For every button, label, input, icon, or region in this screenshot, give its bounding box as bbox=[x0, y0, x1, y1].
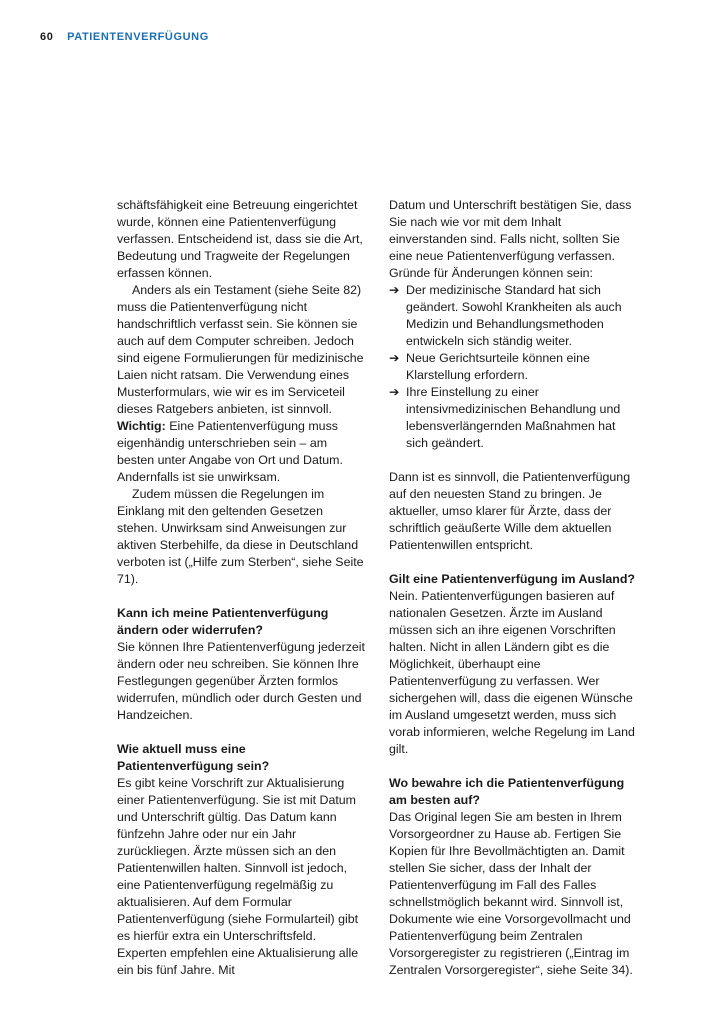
list-item-text: Neue Gerichtsurteile können eine Klarstellung erfordern. bbox=[406, 351, 590, 382]
page-number: 60 bbox=[40, 31, 54, 43]
paragraph: Sie können Ihre Patientenverfügung jederzeit ändern oder neu schreiben. Sie können Ihre Festlegungen gegenüber Ärzten formlos widerrufen, mündlich oder durch Gesten und Handzeichen. bbox=[117, 640, 365, 722]
list-item bbox=[389, 350, 639, 384]
paragraph: schäftsfähigkeit eine Betreuung eingerichtet wurde, können eine Patientenverfügung verfassen. Entscheidend ist, dass sie die Art, Bedeutung und Tragweite der Regelungen erfassen können. bbox=[117, 198, 363, 280]
paragraph: Das Original legen Sie am besten in Ihrem Vorsorgeordner zu Hause ab. Fertigen Sie Kopien für Ihre Bevollmächtigten an. Damit stellen Sie sicher, dass der Inhalt der Patientenverfügung im Fall des Falles schnellstmöglich bekannt wird. Sinnvoll ist, Dokumente wie eine Vorsorgevollmacht und Patientenverfügung beim Zentralen Vorsorgeregister zu registrieren („Eintrag im Zentralen Vorsorgeregister“, siehe Seite 34). bbox=[389, 810, 633, 977]
running-header bbox=[40, 31, 209, 43]
list-item bbox=[389, 282, 639, 350]
subheading: Kann ich meine Patientenverfügung ändern oder widerrufen? bbox=[117, 606, 329, 637]
paragraph: Dann ist es sinnvoll, die Patientenverfügung auf den neuesten Stand zu bringen. Je aktueller, umso klarer für Ärzte, dass der schriftlich geäußerte Wille dem aktuellen Patientenwillen entspricht. bbox=[389, 470, 631, 552]
paragraph: Datum und Unterschrift bestätigen Sie, dass Sie nach wie vor mit dem Inhalt einverstanden sind. Falls nicht, sollten Sie eine neue Patientenverfügung verfassen. bbox=[389, 198, 632, 263]
arrow-icon: ➔ bbox=[389, 283, 400, 297]
right-column bbox=[389, 197, 639, 979]
list-item-text: Ihre Einstellung zu einer intensivmedizinischen Behandlung und lebensverlängernden Maßnahmen hat sich geändert. bbox=[406, 385, 621, 450]
list-item bbox=[389, 384, 639, 452]
bullet-list bbox=[389, 282, 639, 452]
section-title: PATIENTENVERFÜGUNG bbox=[67, 31, 209, 43]
paragraph: Zudem müssen die Regelungen im Einklang mit den geltenden Gesetzen stehen. Unwirksam sind Anweisungen zur aktiven Sterbehilfe, da diese in Deutschland verboten ist („Hilfe zum Sterben“, siehe Seite 71). bbox=[117, 487, 364, 586]
subheading: Gilt eine Patientenverfügung im Ausland? bbox=[389, 572, 636, 586]
arrow-icon: ➔ bbox=[389, 351, 400, 365]
paragraph: Nein. Patientenverfügungen basieren auf nationalen Gesetzen. Ärzte im Ausland müssen sich an ihre eigenen Vorschriften halten. Nicht in allen Ländern gibt es die Möglichkeit, überhaupt eine Patientenverfügung zu verfassen. Wer sichergehen will, dass die eigenen Wünsche im Ausland umgesetzt werden, muss sich vorab informieren, welche Regelung im Land gilt. bbox=[389, 589, 635, 756]
paragraph-text: Eine Patientenverfügung muss eigenhändig unterschrieben sein – am besten unter Angabe von Ort und Datum. Andernfalls ist sie unwirksam. bbox=[117, 419, 343, 484]
list-item-text: Der medizinische Standard hat sich geändert. Sowohl Krankheiten als auch Medizin und Behandlungsmethoden entwickeln sich ständig weiter. bbox=[406, 283, 622, 348]
arrow-icon: ➔ bbox=[389, 385, 400, 399]
paragraph: Anders als ein Testament (siehe Seite 82) muss die Patientenverfügung nicht handschriftlich verfasst sein. Sie können sie auch auf dem Computer schreiben. Jedoch sind eigene Formulierungen für medizinische Laien nicht ratsam. Die Verwendung eines Musterformulars, wie wir es im Serviceteil dieses Ratgebers anbieten, ist sinnvoll. bbox=[117, 283, 364, 416]
emphasis-label: Wichtig: bbox=[117, 419, 166, 433]
paragraph bbox=[117, 418, 365, 486]
paragraph: Gründe für Änderungen können sein: bbox=[389, 266, 593, 280]
paragraph: Es gibt keine Vorschrift zur Aktualisierung einer Patientenverfügung. Sie ist mit Datum und Unterschrift gültig. Das Datum kann fünfzehn Jahre oder nur ein Jahr zurückliegen. Ärzte müssen sich an den Patientenwillen halten. Sinnvoll ist jedoch, eine Patientenverfügung regelmäßig zu aktualisieren. Auf dem Formular Patientenverfügung (siehe Formularteil) gibt es hierfür extra ein Unterschriftsfeld. Experten empfehlen eine Aktualisierung alle ein bis fünf Jahre. Mit bbox=[117, 776, 359, 977]
left-column bbox=[117, 197, 365, 979]
subheading: Wo bewahre ich die Patientenverfügung am besten auf? bbox=[389, 776, 625, 807]
subheading: Wie aktuell muss eine Patientenverfügung sein? bbox=[117, 742, 270, 773]
